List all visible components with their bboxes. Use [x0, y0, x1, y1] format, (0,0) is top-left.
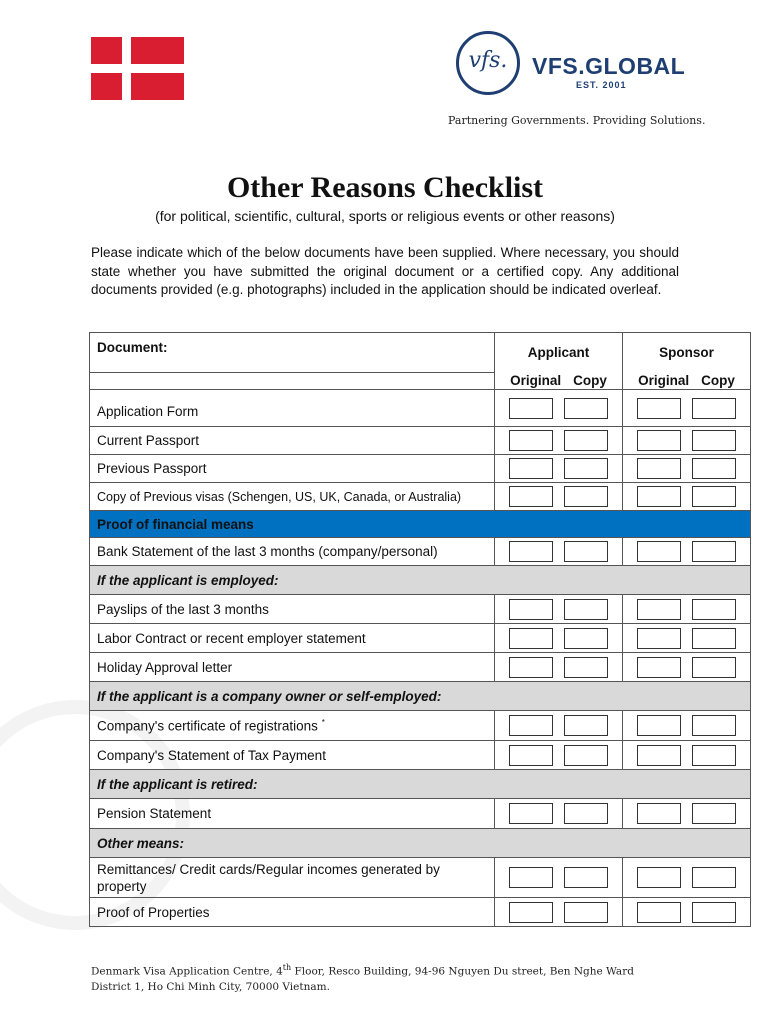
sponsor-copy-checkbox[interactable] [692, 599, 736, 620]
doc-label: Copy of Previous visas (Schengen, US, UK, Canada, or Australia) [90, 483, 495, 511]
table-row [90, 711, 751, 741]
doc-label: Labor Contract or recent employer statement [90, 624, 495, 653]
table-row [90, 858, 751, 898]
applicant-copy-checkbox[interactable] [564, 803, 608, 824]
applicant-copy-checkbox[interactable] [564, 541, 608, 562]
applicant-copy-checkbox[interactable] [564, 867, 608, 888]
applicant-original-checkbox[interactable] [509, 599, 553, 620]
sponsor-header: Sponsor [623, 333, 751, 373]
sponsor-original-checkbox[interactable] [637, 458, 681, 479]
section-financial [90, 511, 751, 538]
applicant-original-checkbox[interactable] [509, 745, 553, 766]
sponsor-copy-checkbox[interactable] [692, 628, 736, 649]
document-header: Document: [90, 333, 495, 373]
sponsor-copy-checkbox[interactable] [692, 867, 736, 888]
sponsor-original-checkbox[interactable] [637, 867, 681, 888]
page-title: Other Reasons Checklist [226, 171, 544, 204]
doc-label: Pension Statement [90, 799, 495, 829]
vfs-logo-est: EST. 2001 [576, 80, 627, 90]
applicant-original-checkbox[interactable] [509, 657, 553, 678]
table-row [90, 741, 751, 770]
table-row [90, 427, 751, 455]
sponsor-copy-checkbox[interactable] [692, 398, 736, 419]
sponsor-original-checkbox[interactable] [637, 803, 681, 824]
sponsor-copy-checkbox[interactable] [692, 541, 736, 562]
doc-label: Bank Statement of the last 3 months (company/personal) [90, 538, 495, 566]
table-row [90, 483, 751, 511]
sponsor-original-checkbox[interactable] [637, 398, 681, 419]
applicant-copy-checkbox[interactable] [564, 745, 608, 766]
table-row [90, 595, 751, 624]
sponsor-original-checkbox[interactable] [637, 902, 681, 923]
sponsor-copy-checkbox[interactable] [692, 430, 736, 451]
applicant-copy-label: Copy [573, 373, 607, 389]
sponsor-original-checkbox[interactable] [637, 430, 681, 451]
applicant-copy-checkbox[interactable] [564, 599, 608, 620]
section-label: Proof of financial means [90, 511, 751, 538]
table-row [90, 799, 751, 829]
section-label: Other means: [90, 829, 751, 858]
applicant-copy-checkbox[interactable] [564, 902, 608, 923]
applicant-original-checkbox[interactable] [509, 458, 553, 479]
sponsor-copy-checkbox[interactable] [692, 715, 736, 736]
doc-label: Previous Passport [90, 455, 495, 483]
doc-label: Remittances/ Credit cards/Regular incomes generated by property [90, 858, 495, 898]
section-owner [90, 682, 751, 711]
sponsor-copy-checkbox[interactable] [692, 745, 736, 766]
table-row [90, 898, 751, 927]
sponsor-original-checkbox[interactable] [637, 715, 681, 736]
sponsor-copy-label: Copy [701, 373, 735, 389]
doc-label: Payslips of the last 3 months [90, 595, 495, 624]
applicant-original-checkbox[interactable] [509, 867, 553, 888]
table-row [90, 624, 751, 653]
doc-label: Proof of Properties [90, 898, 495, 927]
sponsor-copy-checkbox[interactable] [692, 803, 736, 824]
sponsor-original-checkbox[interactable] [637, 657, 681, 678]
section-label: If the applicant is retired: [90, 770, 751, 799]
applicant-original-checkbox[interactable] [509, 803, 553, 824]
doc-label: Current Passport [90, 427, 495, 455]
applicant-copy-checkbox[interactable] [564, 458, 608, 479]
denmark-flag [91, 37, 184, 100]
applicant-copy-checkbox[interactable] [564, 398, 608, 419]
sponsor-copy-checkbox[interactable] [692, 902, 736, 923]
intro-paragraph: Please indicate which of the below documents have been supplied. Where necessary, you should state whether you have submitted the original document or a certified copy. Any additional documents provided (e.g. photographs) included in the application should be indicated overleaf. [91, 245, 679, 297]
applicant-header: Applicant [495, 333, 623, 373]
doc-label: Company's certificate of registrations * [90, 711, 495, 741]
page-subtitle: (for political, scientific, cultural, sports or religious events or other reasons) [155, 208, 615, 224]
applicant-original-checkbox[interactable] [509, 628, 553, 649]
applicant-original-checkbox[interactable] [509, 430, 553, 451]
applicant-copy-checkbox[interactable] [564, 430, 608, 451]
sponsor-original-checkbox[interactable] [637, 486, 681, 507]
sponsor-copy-checkbox[interactable] [692, 458, 736, 479]
applicant-copy-checkbox[interactable] [564, 657, 608, 678]
vfs-logo-text: VFS.GLOBAL [532, 53, 686, 79]
table-row [90, 455, 751, 483]
doc-label: Application Form [90, 390, 495, 427]
sponsor-original-label: Original [638, 373, 690, 389]
sponsor-copy-checkbox[interactable] [692, 486, 736, 507]
applicant-original-checkbox[interactable] [509, 541, 553, 562]
vfs-logo-icon: vfs. [456, 31, 520, 95]
section-employed [90, 566, 751, 595]
sponsor-copy-checkbox[interactable] [692, 657, 736, 678]
section-label: If the applicant is a company owner or self-employed: [90, 682, 751, 711]
table-row [90, 538, 751, 566]
sponsor-original-checkbox[interactable] [637, 541, 681, 562]
applicant-original-checkbox[interactable] [509, 715, 553, 736]
sponsor-original-checkbox[interactable] [637, 745, 681, 766]
footer-address: Denmark Visa Application Centre, 4th Floor, Resco Building, 94-96 Nguyen Du street, Ben Nghe Ward District 1, Ho Chi Minh City, 70000 Vietnam. [91, 963, 634, 993]
section-label: If the applicant is employed: [90, 566, 751, 595]
applicant-copy-checkbox[interactable] [564, 628, 608, 649]
section-retired [90, 770, 751, 799]
section-other [90, 829, 751, 858]
doc-label: Company's Statement of Tax Payment [90, 741, 495, 770]
applicant-original-label: Original [510, 373, 562, 389]
document-checklist-table [89, 332, 751, 927]
applicant-copy-checkbox[interactable] [564, 486, 608, 507]
table-row [90, 653, 751, 682]
table-row [90, 390, 751, 427]
sponsor-original-checkbox[interactable] [637, 599, 681, 620]
doc-label: Holiday Approval letter [90, 653, 495, 682]
applicant-original-checkbox[interactable] [509, 902, 553, 923]
applicant-original-checkbox[interactable] [509, 398, 553, 419]
footnote-marker: * [321, 717, 325, 727]
applicant-copy-checkbox[interactable] [564, 715, 608, 736]
tagline: Partnering Governments. Providing Solutions. [448, 114, 706, 127]
applicant-original-checkbox[interactable] [509, 486, 553, 507]
sponsor-original-checkbox[interactable] [637, 628, 681, 649]
